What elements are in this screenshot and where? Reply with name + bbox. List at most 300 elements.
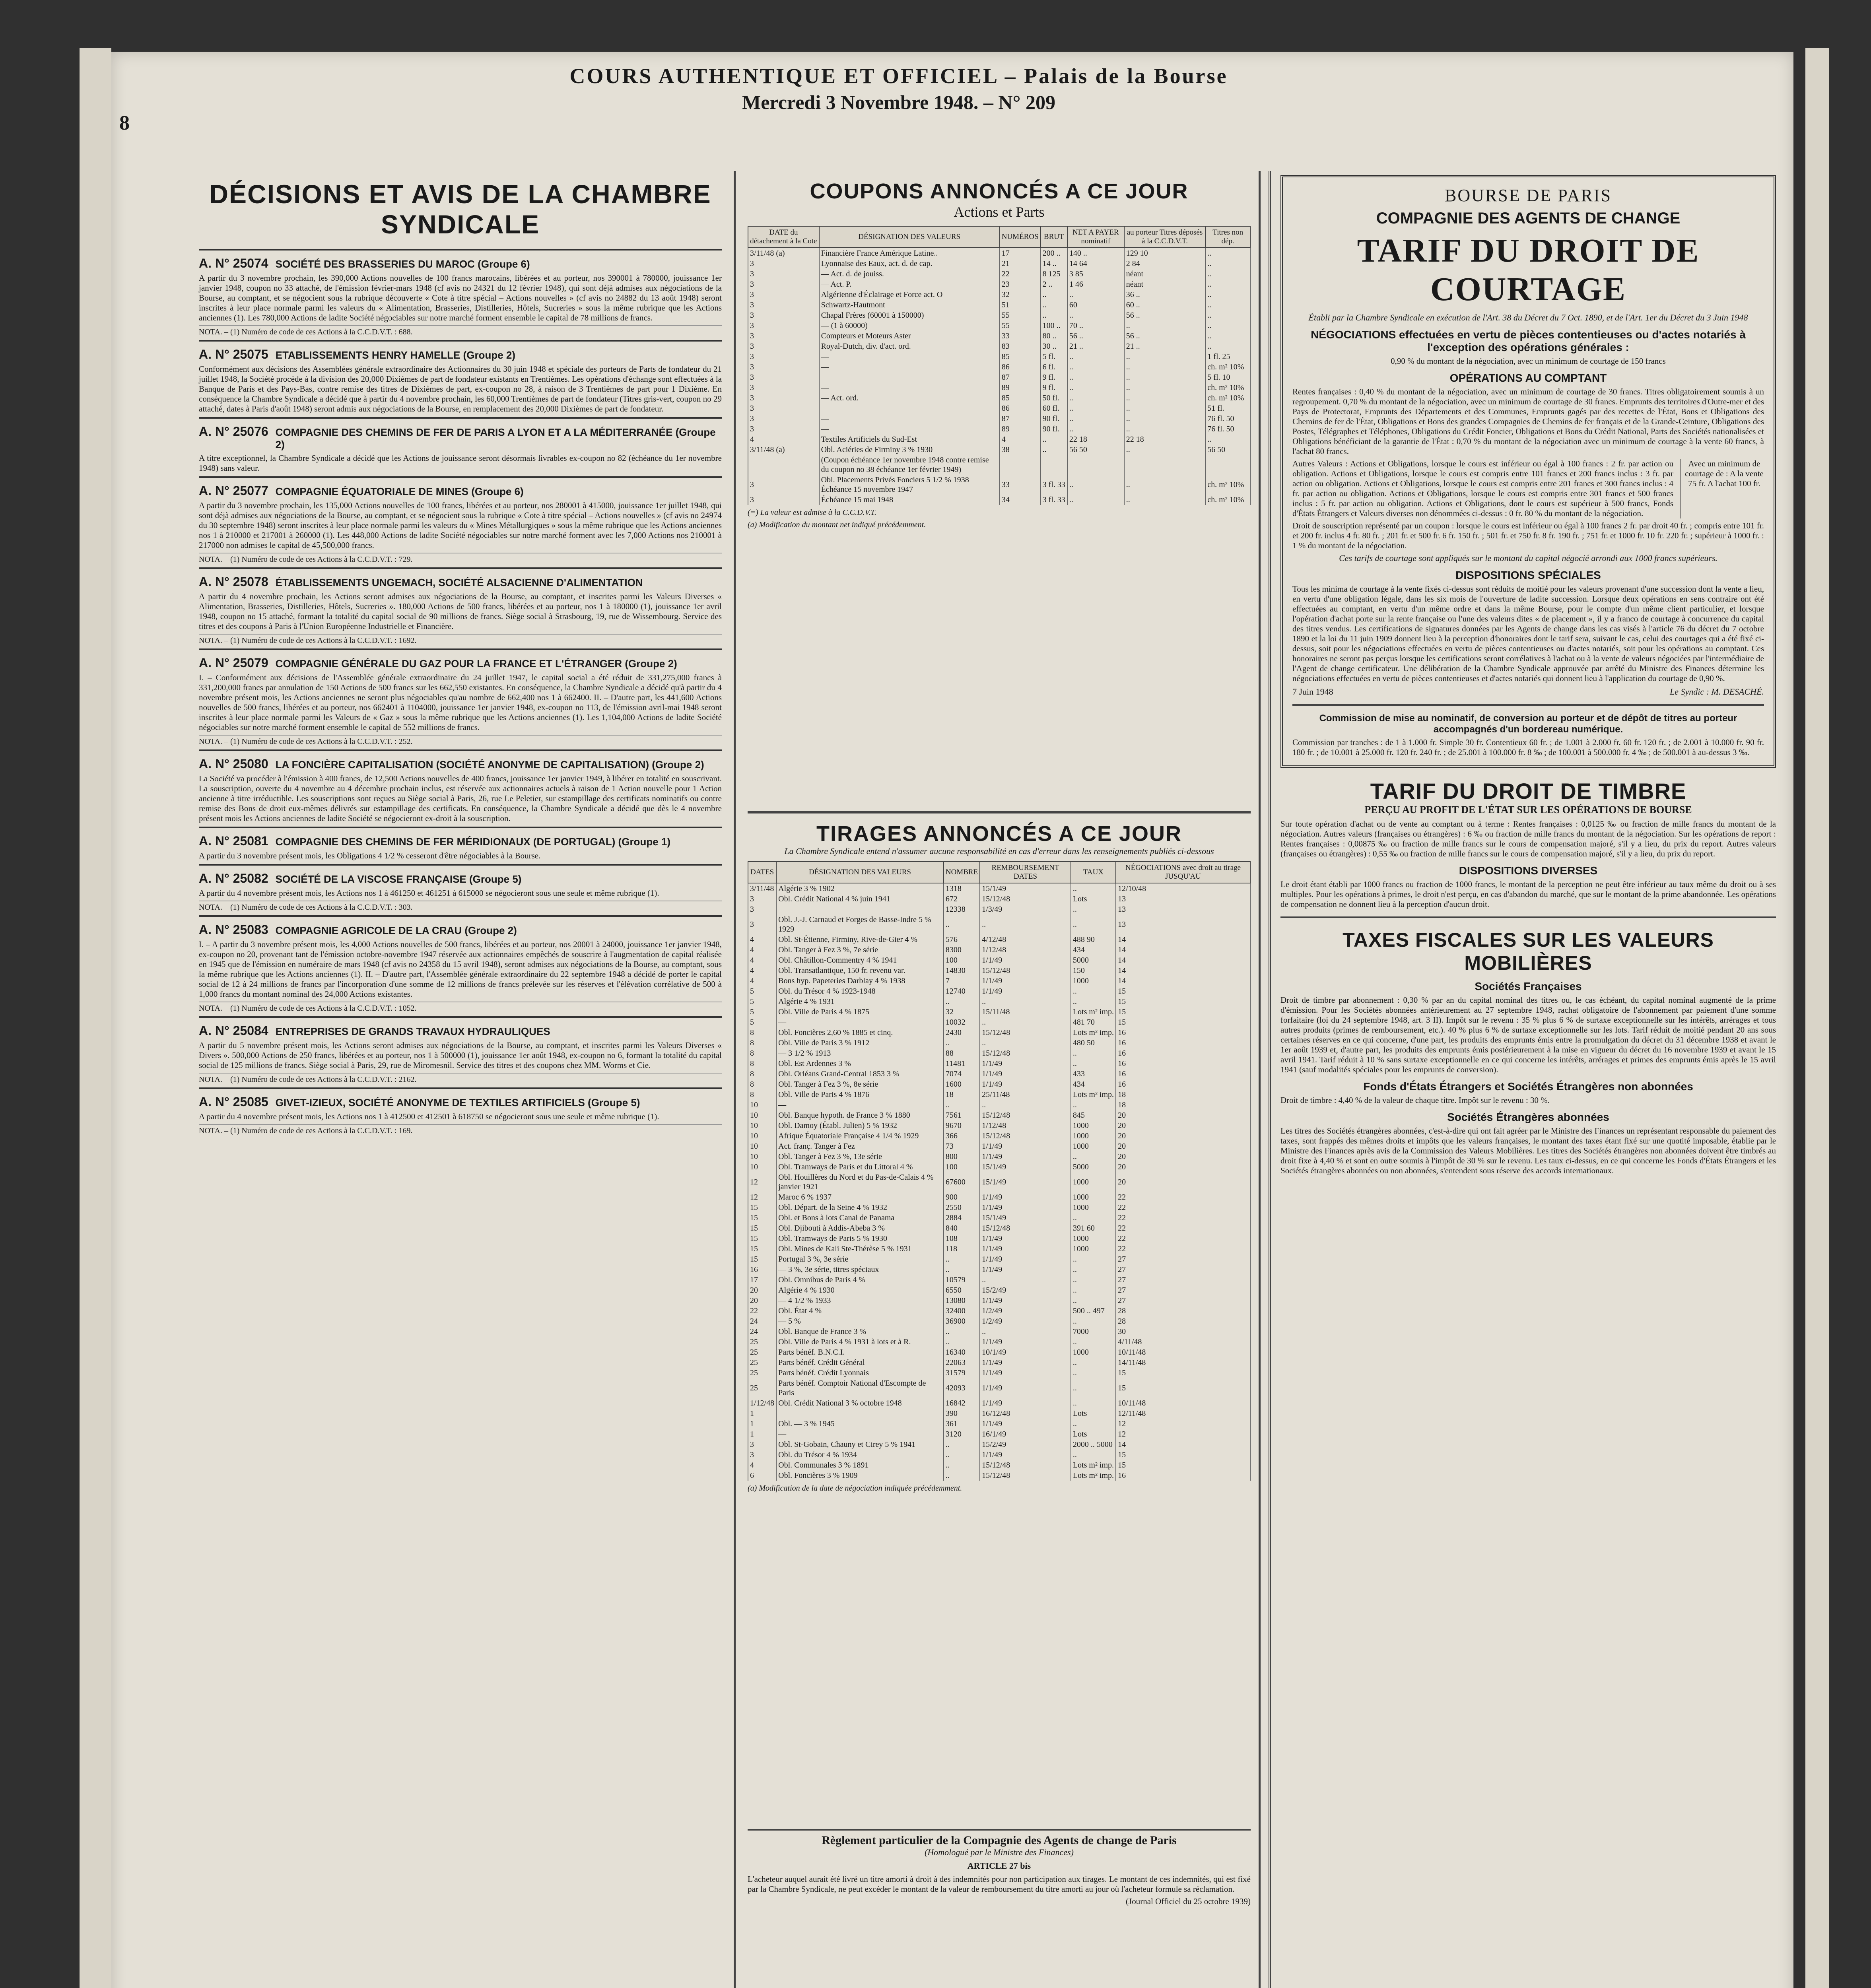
table-cell: 31579 xyxy=(944,1368,980,1378)
table-cell: 33 xyxy=(1000,475,1041,495)
notice-head xyxy=(199,347,722,362)
table-cell: 12 xyxy=(748,1172,776,1192)
table-cell: 14 64 xyxy=(1067,258,1124,269)
notice-note: NOTA. – (1) Numéro de code de ces Actions à la C.C.D.V.T. : 252. xyxy=(199,735,722,746)
table-row xyxy=(748,1007,1250,1017)
table-cell: — 3 1/2 % 1913 xyxy=(776,1048,944,1058)
table-cell: .. xyxy=(980,996,1071,1007)
table-row xyxy=(748,403,1250,414)
table-cell: 22 xyxy=(1116,1213,1250,1223)
notice-company: ENTREPRISES DE GRANDS TRAVAUX HYDRAULIQUES xyxy=(275,1025,550,1037)
table-row xyxy=(748,976,1250,986)
notice-head xyxy=(199,483,722,498)
table-cell: 15/12/48 xyxy=(980,965,1071,976)
column-header: DATES xyxy=(748,862,776,883)
table-cell: .. xyxy=(1205,269,1250,279)
notice xyxy=(199,915,722,1016)
table-cell: .. xyxy=(1205,331,1250,341)
table-cell: 1 fl. 25 xyxy=(1205,351,1250,362)
table-cell: 4/12/48 xyxy=(980,934,1071,945)
table-cell: 1/1/49 xyxy=(980,1378,1071,1398)
notices-list xyxy=(199,249,722,1139)
notice-head xyxy=(199,424,722,451)
column-header: DÉSIGNATION DES VALEURS xyxy=(776,862,944,883)
notice-number: A. N° 25082 xyxy=(199,871,268,885)
table-cell: 56 .. xyxy=(1124,331,1206,341)
table-cell: 15/12/48 xyxy=(980,1027,1071,1038)
table-cell xyxy=(1124,455,1206,475)
table-cell: 6550 xyxy=(944,1285,980,1295)
table-cell: 4 xyxy=(748,955,776,965)
table-cell: Parts bénéf. Crédit Lyonnais xyxy=(776,1368,944,1378)
table-row xyxy=(748,883,1250,894)
table-cell: 8 xyxy=(748,1079,776,1089)
column-header: NUMÉROS xyxy=(1000,226,1041,248)
table-cell: 89 xyxy=(1000,424,1041,434)
table-cell: ch. m² 10% xyxy=(1205,382,1250,393)
table-cell: .. xyxy=(1067,372,1124,382)
table-cell: 85 xyxy=(1000,393,1041,403)
table-cell: 1/1/49 xyxy=(980,1244,1071,1254)
table-cell: 3 xyxy=(748,904,776,914)
table-cell: 434 xyxy=(1071,945,1116,955)
table-cell: 38 xyxy=(1000,445,1041,455)
table-cell: 15 xyxy=(1116,1017,1250,1027)
table-cell: Obl. Tanger à Fez 3 %, 13e série xyxy=(776,1151,944,1162)
signature-line xyxy=(1292,687,1764,697)
notice-number: A. N° 25081 xyxy=(199,834,268,848)
notice-head xyxy=(199,656,722,670)
table-row xyxy=(748,914,1250,934)
table-row xyxy=(748,1162,1250,1172)
table-cell: 15/12/48 xyxy=(980,1223,1071,1233)
table-cell: .. xyxy=(1041,445,1067,455)
table-cell: .. xyxy=(944,1254,980,1264)
table-cell: Obl. Tanger à Fez 3 %, 8e série xyxy=(776,1079,944,1089)
table-cell: 3 xyxy=(748,403,819,414)
autres-valeurs-text: Autres Valeurs : Actions et Obligations, lorsque le cours est inférieur ou égal à 100 francs : 2 fr. par action ou obligation. Actions et Obligations, lorsque le cours est compris entre 101 francs et 200 francs inclus : 3 fr. par action ou obligation. Actions et Obligations, lorsque le cours est compris entre 201 francs et 300 francs inclus : 4 fr. par action ou obligation. Actions et Obligations, lorsque le cours est compris entre 301 francs et 500 francs inclus : 5 fr. par action ou obligation. Actions et Obligations, dont le cours est supérieur à 500 francs, Fonds d'États Étrangers et Valeurs diverses non dénommées ci-dessus : 0 fr. 80 % du montant de la négociation. xyxy=(1292,459,1673,518)
table-row xyxy=(748,1120,1250,1131)
table-cell: 4 xyxy=(748,934,776,945)
table-cell: 5 xyxy=(748,996,776,1007)
table-cell: .. xyxy=(1071,1316,1116,1326)
table-cell: 200 .. xyxy=(1041,248,1067,258)
table-row xyxy=(748,1089,1250,1100)
table-row xyxy=(748,1017,1250,1027)
table-row xyxy=(748,1439,1250,1450)
table-row xyxy=(748,945,1250,955)
notice-body: I. – Conformément aux décisions de l'Assemblée générale extraordinaire du 24 juillet 1947, le capital social a été réduit de 331,275,000 francs à 331,200,000 francs par annulation de 150 Actions de 500 francs sur les 662,550 existantes. En conséquence, la Chambre Syndicale a décidé qu'à partir du 4 novembre présent mois, les Actions anciennes ne seront plus négociables qu'au nombre de 662,400 nos 1 à 662400. II. – D'autre part, les 441,600 Actions nouvelles de 500 francs, libérées et au porteur, nos 662401 à 1104000, jouissance 1er janvier 1948, ex-coupon no 113, de l'émission avril-mai 1948 seront inscrites à leur place normale parmi les Valeurs de « Gaz » sous la même rubrique que les Actions anciennes (1). Les 1,104,000 Actions de ladite Société négociables sur notre marché forment ensemble le capital de 552 millions de francs. xyxy=(199,673,722,732)
table-row xyxy=(748,279,1250,289)
table-row xyxy=(748,310,1250,320)
speciales-text: Tous les minima de courtage à la vente fixés ci-dessus sont réduits de moitié pour les valeurs provenant d'une succession dont la vente a lieu, en vertu d'une obligation légale, dans les six mois de l'ouverture de ladite succession. Lorsque deux opérations en sens contraire ont été effectuées au comptant, en vertu d'un même ordre et dans la même Bourse, pour le compte d'un même client particulier, et lorsque l'opération d'achat porte sur la rente française ou l'une des valeurs dites « de placement », il y a franco de courtage à concurrence du capital des titres vendus. Les certifications de signatures données par les Agents de change dans les cas visés à l'article 76 du décret du 7 octobre 1890 et la loi du 11 juin 1909 donnent lieu à la perception d'honoraires dont le tarif sera, suivant le cas, celui des courtages qui a été fixé ci-dessus, soit pour les négociations effectuées en vertu de pièces contentieuses ou d'actes notariés, soit pour les opérations au comptant. Ces honoraires ne seront pas perçus lorsque les certifications seront corrélatives à l'achat ou à la vente de valeurs négociées par l'intermédiaire de l'Agent de change certificateur. Une délibération de la Chambre Syndicale approuvée par arrêté du Ministre des Finances détermine les négociations effectuées en vertu de pièces contentieuses et d'actes notariés qui donnent lieu à l'application du courtage de 0,90 %. xyxy=(1292,584,1764,683)
table-cell: 3 xyxy=(748,382,819,393)
table-cell: Algérie 4 % 1931 xyxy=(776,996,944,1007)
table-cell: .. xyxy=(1041,434,1067,445)
table-cell: 100 .. xyxy=(1041,320,1067,331)
table-cell: .. xyxy=(1067,424,1124,434)
table-cell: 7074 xyxy=(944,1069,980,1079)
table-row xyxy=(748,1079,1250,1089)
table-cell: 20 xyxy=(1116,1110,1250,1120)
notice-note: NOTA. – (1) Numéro de code de ces Actions à la C.C.D.V.T. : 303. xyxy=(199,901,722,912)
table-cell: 36 .. xyxy=(1124,289,1206,300)
table-cell: 1/1/49 xyxy=(980,1419,1071,1429)
table-cell: Obl. Ville de Paris 3 % 1912 xyxy=(776,1038,944,1048)
table-cell: .. xyxy=(1071,1100,1116,1110)
page-header xyxy=(119,60,1678,163)
table-cell: Obl. Transatlantique, 150 fr. revenu var. xyxy=(776,965,944,976)
table-cell: 20 xyxy=(1116,1131,1250,1141)
table-cell: Lots xyxy=(1071,1408,1116,1419)
notice-number: A. N° 25076 xyxy=(199,424,268,439)
table-cell: 22 xyxy=(1116,1202,1250,1213)
table-row xyxy=(748,1368,1250,1378)
table-cell: .. xyxy=(1205,320,1250,331)
table-cell: 16 xyxy=(1116,1470,1250,1481)
table-cell: 18 xyxy=(1116,1100,1250,1110)
table-cell: — xyxy=(776,1017,944,1027)
reglement-article: ARTICLE 27 bis xyxy=(967,1861,1031,1871)
table-cell: 73 xyxy=(944,1141,980,1151)
table-cell: .. xyxy=(980,914,1071,934)
signature-date: 7 Juin 1948 xyxy=(1292,687,1333,697)
compagnie-heading: COMPAGNIE DES AGENTS DE CHANGE xyxy=(1376,210,1681,227)
table-cell: 24 xyxy=(748,1316,776,1326)
table-cell: 10579 xyxy=(944,1275,980,1285)
table-row xyxy=(748,1254,1250,1264)
table-cell: .. xyxy=(944,1450,980,1460)
table-cell: 4 xyxy=(748,976,776,986)
notice-body: A partir du 3 novembre prochain, les 390,000 Actions nouvelles de 100 francs marocains, libérées et au porteur, nos 390001 à 780000, jouissance 1er janvier 1948, coupon no 33 attaché, de l'émission février-mars 1948 (cf avis no 24321 du 12 février 1948), qui sont déjà admises aux négociations de la Bourse, au comptant, et se négocient sous la rubrique découverte « Cote à titre spécial – Actions nouvelles » (cf avis no 24882 du 13 août 1948) seront inscrites à leur place normale parmi les valeurs du « Alimentation, Brasseries, Distilleries, Hôtels, Sucreries » sous la même rubrique que les Actions anciennes (1). Les 780,000 Actions de ladite Société négociables sur notre marché forment ensemble le capital de 78 millions de francs. xyxy=(199,273,722,322)
table-cell: .. xyxy=(1067,351,1124,362)
publication-title: COURS AUTHENTIQUE ET OFFICIEL – Palais de la Bourse xyxy=(569,64,1228,88)
table-cell: .. xyxy=(1067,414,1124,424)
table-cell: .. xyxy=(944,914,980,934)
table-cell: 5 xyxy=(748,1007,776,1017)
table-cell: 1/1/49 xyxy=(980,1141,1071,1151)
table-cell: 3 xyxy=(748,310,819,320)
table-cell: 22 xyxy=(1116,1233,1250,1244)
table-cell: 15/12/48 xyxy=(980,894,1071,904)
table-cell: 3 xyxy=(748,495,819,505)
table-cell: 32 xyxy=(944,1007,980,1017)
table-cell xyxy=(748,455,819,475)
table-cell: 1/1/49 xyxy=(980,1058,1071,1069)
table-cell: 83 xyxy=(1000,341,1041,351)
table-row xyxy=(748,1244,1250,1254)
table-row xyxy=(748,1450,1250,1460)
notice-company: COMPAGNIE ÉQUATORIALE DE MINES (Groupe 6) xyxy=(275,485,524,497)
table-cell: 3 xyxy=(748,258,819,269)
table-cell: 20 xyxy=(1116,1120,1250,1131)
table-cell: 16 xyxy=(1116,1079,1250,1089)
table-cell: 51 xyxy=(1000,300,1041,310)
table-cell: 23 xyxy=(1000,279,1041,289)
table-row xyxy=(748,445,1250,455)
table-row xyxy=(748,965,1250,976)
table-cell: 1/1/49 xyxy=(980,1192,1071,1202)
table-cell: Obl. Houillères du Nord et du Pas-de-Calais 4 % janvier 1921 xyxy=(776,1172,944,1192)
table-cell: 56 50 xyxy=(1067,445,1124,455)
table-cell: 3/11/48 (a) xyxy=(748,445,819,455)
table-cell: 85 xyxy=(1000,351,1041,362)
table-cell: 10 xyxy=(748,1162,776,1172)
table-cell: Obl. Djibouti à Addis-Abeba 3 % xyxy=(776,1223,944,1233)
table-cell: 33 xyxy=(1000,331,1041,341)
table-cell: 8 125 xyxy=(1041,269,1067,279)
table-cell: Obl. Départ. de la Seine 4 % 1932 xyxy=(776,1202,944,1213)
table-cell: 8 xyxy=(748,1048,776,1058)
table-cell: .. xyxy=(1124,414,1206,424)
table-cell: 576 xyxy=(944,934,980,945)
table-cell: 60 xyxy=(1067,300,1124,310)
table-cell: 70 .. xyxy=(1067,320,1124,331)
table-cell: 5000 xyxy=(1071,1162,1116,1172)
timbre-text: Sur toute opération d'achat ou de vente au comptant ou à terme : Rentes françaises : 0,0125 ‰ ou fraction de mille francs du montant de la négociation. Autres valeurs (françaises ou étrangères) : 6 ‰ ou fraction de mille francs du montant de la négociation. Sur les opérations de report : Rentes françaises : 0,00875 ‰ ou fraction de mille francs sur le cours de compensation majoré, s'il y a lieu, du prix du report. Autres valeurs (françaises ou étrangères) : 0,55 ‰ ou fraction de mille francs sur le cours de compensation majoré, s'il y a lieu, du prix du report. xyxy=(1280,819,1776,858)
table-row xyxy=(748,1110,1250,1120)
table-cell: 15/12/48 xyxy=(980,1110,1071,1120)
souscription-note: Ces tarifs de courtage sont appliqués sur le montant du capital négocié arrondi aux 1000 francs supérieurs. xyxy=(1339,553,1718,563)
table-cell: 5 fl. 10 xyxy=(1205,372,1250,382)
table-cell: 10 xyxy=(748,1131,776,1141)
table-cell: .. xyxy=(980,1275,1071,1285)
table-cell: 845 xyxy=(1071,1110,1116,1120)
column-header: NÉGOCIATIONS avec droit au tirage JUSQU'AU xyxy=(1116,862,1250,883)
table-cell: Obl. Banque de France 3 % xyxy=(776,1326,944,1337)
table-cell: 1/12/48 xyxy=(980,945,1071,955)
coupons-title: COUPONS ANNONCÉS A CE JOUR xyxy=(810,179,1189,203)
table-cell: 15 xyxy=(748,1254,776,1264)
table-cell: 9670 xyxy=(944,1120,980,1131)
table-cell: 22063 xyxy=(944,1357,980,1368)
table-cell: 87 xyxy=(1000,414,1041,424)
notice-company: COMPAGNIE DES CHEMINS DE FER MÉRIDIONAUX (DE PORTUGAL) (Groupe 1) xyxy=(275,836,671,848)
table-cell: 27 xyxy=(1116,1295,1250,1306)
table-cell: 20 xyxy=(1116,1141,1250,1151)
table-cell: 16 xyxy=(1116,1058,1250,1069)
table-cell: 14 xyxy=(1116,976,1250,986)
table-cell: 1/1/49 xyxy=(980,1337,1071,1347)
table-row xyxy=(748,320,1250,331)
table-cell: 10 xyxy=(748,1110,776,1120)
table-cell: 2 84 xyxy=(1124,258,1206,269)
page-edge-left-2 xyxy=(95,48,111,1988)
table-cell: 3 xyxy=(748,414,819,424)
table-cell: 1000 xyxy=(1071,1172,1116,1192)
table-cell: 2 .. xyxy=(1041,279,1067,289)
table-cell: 900 xyxy=(944,1192,980,1202)
table-cell: 12/11/48 xyxy=(1116,1408,1250,1419)
tirages-section xyxy=(748,811,1251,1823)
table-cell: 15 xyxy=(1116,1450,1250,1460)
table-cell: Obl. Crédit National 3 % octobre 1948 xyxy=(776,1398,944,1408)
table-cell: 1000 xyxy=(1071,1131,1116,1141)
table-cell: 17 xyxy=(1000,248,1041,258)
notice-note: NOTA. – (1) Numéro de code de ces Actions à la C.C.D.V.T. : 729. xyxy=(199,553,722,564)
table-cell: Obl. du Trésor 4 % 1923-1948 xyxy=(776,986,944,996)
table-cell: .. xyxy=(1124,362,1206,372)
notice-company: GIVET-IZIEUX, SOCIÉTÉ ANONYME DE TEXTILES ARTIFICIELS (Groupe 5) xyxy=(275,1097,640,1109)
table-cell: .. xyxy=(1124,424,1206,434)
table-cell: 56 .. xyxy=(1067,331,1124,341)
table-row xyxy=(748,904,1250,914)
table-cell: .. xyxy=(1071,904,1116,914)
table-cell: Obl. Tramways de Paris et du Littoral 4 % xyxy=(776,1162,944,1172)
table-cell: Obl. Mines de Kali Ste-Thérèse 5 % 1931 xyxy=(776,1244,944,1254)
table-cell: 20 xyxy=(748,1295,776,1306)
table-cell: 118 xyxy=(944,1244,980,1254)
notice-body: I. – A partir du 3 novembre présent mois, les 4,000 Actions nouvelles de 500 francs, libérées et au porteur, nos 20001 à 24000, jouissance 1er janvier 1948, ex-coupon no 20, provenant tant de l'émission octobre-novembre 1947 réservée aux actionnaires empêchés de souscrire à l'augmentation de capital réalisée en 1945 que de l'émission en numéraire de mars 1948 (cf avis no 24358 du 15 avril 1948), seront admises aux négociations de la Bourse, au comptant, sous la même rubrique que les Actions anciennes (1). II. – D'autre part, l'Assemblée générale extraordinaire du 22 septembre 1948 a décidé de porter le capital social de 12 à 24 millions de francs par l'incorporation d'une somme de 12 millions de francs prélevée sur les réserves et l'élévation corrélative de 500 à 1,000 francs du montant nominal des 24,000 Actions existantes. xyxy=(199,940,722,999)
table-row xyxy=(748,331,1250,341)
coupons-footnote-2: (a) Modification du montant net indiqué précédemment. xyxy=(748,520,926,529)
notice xyxy=(199,648,722,749)
table-cell: 16 xyxy=(1116,1038,1250,1048)
table-cell: 22 xyxy=(1116,1192,1250,1202)
table-cell: 1/2/49 xyxy=(980,1316,1071,1326)
coupons-tirages-column xyxy=(740,171,1261,1988)
table-row xyxy=(748,269,1250,279)
table-cell: Échéance 15 mai 1948 xyxy=(819,495,1000,505)
table-cell: 1 xyxy=(748,1419,776,1429)
table-cell: Obl. Est Ardennes 3 % xyxy=(776,1058,944,1069)
table-row xyxy=(748,986,1250,996)
table-cell: 3 xyxy=(748,1450,776,1460)
notice-head xyxy=(199,256,722,271)
table-cell: 488 90 xyxy=(1071,934,1116,945)
table-cell: 12338 xyxy=(944,904,980,914)
table-cell: 1000 xyxy=(1071,1233,1116,1244)
table-cell: .. xyxy=(1124,320,1206,331)
table-cell: 3 xyxy=(748,269,819,279)
table-cell: 390 xyxy=(944,1408,980,1419)
notice xyxy=(199,827,722,864)
taxes-fr-text: Droit de timbre par abonnement : 0,30 % par an du capital nominal des titres ou, le cas échéant, du capital nominal augmenté de la prime d'émission. Pour les Sociétés abonnées antérieurement au 27 septembre 1948, rachat obligatoire de l'abonnement par paiement d'une somme forfaitaire (loi du 24 septembre 1948, art. 3 II). Impôt sur le revenu : 35 % plus 6 % de surtaxe exceptionnelle sur les intérêts, arrérages et tous autres produits (primes de remboursement, etc.). 40 % plus 6 % de surtaxe exceptionnelle sur les lots. Tarif réduit de moitié pendant 20 ans sous certaines réserves en ce qui concerne, d'une part, les produits des emprunts émis entre la promulgation du décret du 31 décembre 1938 et avant le 1er août 1939 et, d'autre part, les produits des emprunts émis postérieurement à la mise en vigueur du décret du 16 novembre 1939 et avant le 15 avril 1941. Tarif réduit à 10 % sans surtaxe exceptionnelle en ce qui concerne les intérêts, arrérages et primes des emprunts émis après le 15 avril 1941 (sauf modalités spéciales pour les emprunts de conversion). xyxy=(1280,995,1776,1074)
notice-body: A partir du 4 novembre présent mois, les Actions nos 1 à 412500 et 412501 à 618750 se négocieront sous une seule et même rubrique (1). xyxy=(199,1112,659,1121)
table-cell: 15 xyxy=(748,1213,776,1223)
table-cell: 1/1/49 xyxy=(980,1202,1071,1213)
table-cell: 5 xyxy=(748,986,776,996)
table-cell: 13 xyxy=(1116,904,1250,914)
table-cell: 15 xyxy=(1116,986,1250,996)
table-cell: 1/1/49 xyxy=(980,1233,1071,1244)
comptant-title: OPÉRATIONS AU COMPTANT xyxy=(1449,372,1607,384)
table-cell: .. xyxy=(1124,403,1206,414)
table-cell xyxy=(1000,455,1041,475)
issue-date: Mercredi 3 Novembre 1948. – N° 209 xyxy=(742,91,1055,113)
table-cell: 15 xyxy=(1116,1378,1250,1398)
table-row xyxy=(748,1460,1250,1470)
table-cell: Obl. St-Gobain, Chauny et Cirey 5 % 1941 xyxy=(776,1439,944,1450)
table-cell: 4 xyxy=(748,965,776,976)
table-cell: 10 xyxy=(748,1141,776,1151)
table-cell: 1/1/49 xyxy=(980,1264,1071,1275)
table-cell: 15 xyxy=(748,1244,776,1254)
table-cell: Algérienne d'Éclairage et Force act. O xyxy=(819,289,1000,300)
speciales-title: DISPOSITIONS SPÉCIALES xyxy=(1455,569,1601,581)
table-cell: 86 xyxy=(1000,362,1041,372)
table-cell: Portugal 3 %, 3e série xyxy=(776,1254,944,1264)
table-cell: 1318 xyxy=(944,883,980,894)
table-cell: .. xyxy=(944,1439,980,1450)
notice-body: A partir du 4 novembre présent mois, les Actions nos 1 à 461250 et 461251 à 615000 se négocieront sous une seule et même rubrique (1). xyxy=(199,888,659,898)
table-cell: Obl. St-Étienne, Firminy, Rive-de-Gier 4 % xyxy=(776,934,944,945)
table-cell: 90 fl. xyxy=(1041,414,1067,424)
table-row xyxy=(748,1131,1250,1141)
table-cell: 15 xyxy=(1116,1368,1250,1378)
table-cell: .. xyxy=(1124,495,1206,505)
table-cell: .. xyxy=(1205,258,1250,269)
autres-valeurs-block xyxy=(1292,459,1764,518)
table-cell: 7 xyxy=(944,976,980,986)
table-cell: .. xyxy=(1071,914,1116,934)
table-cell: 1000 xyxy=(1071,976,1116,986)
table-row xyxy=(748,1306,1250,1316)
table-cell: 21 xyxy=(1000,258,1041,269)
table-row xyxy=(748,1285,1250,1295)
column-header: REMBOURSEMENT DATES xyxy=(980,862,1071,883)
table-cell: .. xyxy=(1071,1264,1116,1275)
table-cell: .. xyxy=(944,1038,980,1048)
table-cell: Act. franç. Tanger à Fez xyxy=(776,1141,944,1151)
table-cell: 15 xyxy=(748,1233,776,1244)
table-cell: Obl. du Trésor 4 % 1934 xyxy=(776,1450,944,1460)
table-cell: 25 xyxy=(748,1378,776,1398)
taxes-fr-title: Sociétés Françaises xyxy=(1475,980,1582,992)
notice-body: Conformément aux décisions des Assemblées générale extraordinaire des Actionnaires du 30 juin 1948 et spéciale des porteurs de Parts de fondateur du 21 juillet 1948, la Société procède à la division des 20,000 Dixièmes de part de fondateur existants en Trentièmes. Les opérations d'échange sont effectuées à la Banque de Paris et des Pays-Bas, contre remise des titres de Dixièmes de part, ex-coupon no 28, à raison de 3 Trentièmes de part pour 1 Dixième. En conséquence la Chambre Syndicale a décidé que à partir du 4 novembre prochain, les 60,000 Trentièmes de part de fondateur (Titres gris-vert, coupon no 29 attaché, dates à Paris d'août 1948) seront admis aux négociations de la Bourse, en remplacement des 20,000 Dixièmes de part de fondateur. xyxy=(199,364,722,414)
table-cell: 15/12/48 xyxy=(980,1460,1071,1470)
table-cell: .. xyxy=(1205,434,1250,445)
table-cell: ch. m² 10% xyxy=(1205,362,1250,372)
table-cell: 14 xyxy=(1116,955,1250,965)
table-cell: 21 .. xyxy=(1124,341,1206,351)
table-cell: — 5 % xyxy=(776,1316,944,1326)
table-cell: — xyxy=(776,1429,944,1439)
table-cell: 28 xyxy=(1116,1306,1250,1316)
table-cell: Royal-Dutch, div. d'act. ord. xyxy=(819,341,1000,351)
table-cell: 4 xyxy=(748,434,819,445)
table-cell: 11481 xyxy=(944,1058,980,1069)
table-cell: 3 fl. 33 xyxy=(1041,475,1067,495)
table-cell: 22 xyxy=(1116,1223,1250,1233)
table-cell: 366 xyxy=(944,1131,980,1141)
table-cell: .. xyxy=(1067,495,1124,505)
column-header: TAUX xyxy=(1071,862,1116,883)
notice-number: A. N° 25078 xyxy=(199,575,268,589)
table-cell: Obl. Châtillon-Commentry 4 % 1941 xyxy=(776,955,944,965)
notice-company: SOCIÉTÉ DE LA VISCOSE FRANÇAISE (Groupe 5) xyxy=(275,873,522,885)
notice-head xyxy=(199,1023,722,1038)
table-cell: 1/1/49 xyxy=(980,1357,1071,1368)
table-cell: 12 xyxy=(748,1192,776,1202)
coupons-footnote-1: (=) La valeur est admise à la C.C.D.V.T. xyxy=(748,508,876,517)
table-cell: 10/1/49 xyxy=(980,1347,1071,1357)
notice-number: A. N° 25075 xyxy=(199,347,268,361)
table-cell: 27 xyxy=(1116,1264,1250,1275)
table-cell: Afrique Équatoriale Française 4 1/4 % 1929 xyxy=(776,1131,944,1141)
table-cell: Obl. Orléans Grand-Central 1853 3 % xyxy=(776,1069,944,1079)
table-cell: 25 xyxy=(748,1337,776,1347)
table-cell: — Act. d. de jouiss. xyxy=(819,269,1000,279)
table-cell: 3 xyxy=(748,914,776,934)
table-cell: — xyxy=(776,904,944,914)
table-cell: .. xyxy=(1205,289,1250,300)
table-cell: 32400 xyxy=(944,1306,980,1316)
table-cell: 3 xyxy=(748,279,819,289)
table-cell: 13080 xyxy=(944,1295,980,1306)
table-cell: 3/11/48 (a) xyxy=(748,248,819,258)
table-cell: 1/1/49 xyxy=(980,1079,1071,1089)
